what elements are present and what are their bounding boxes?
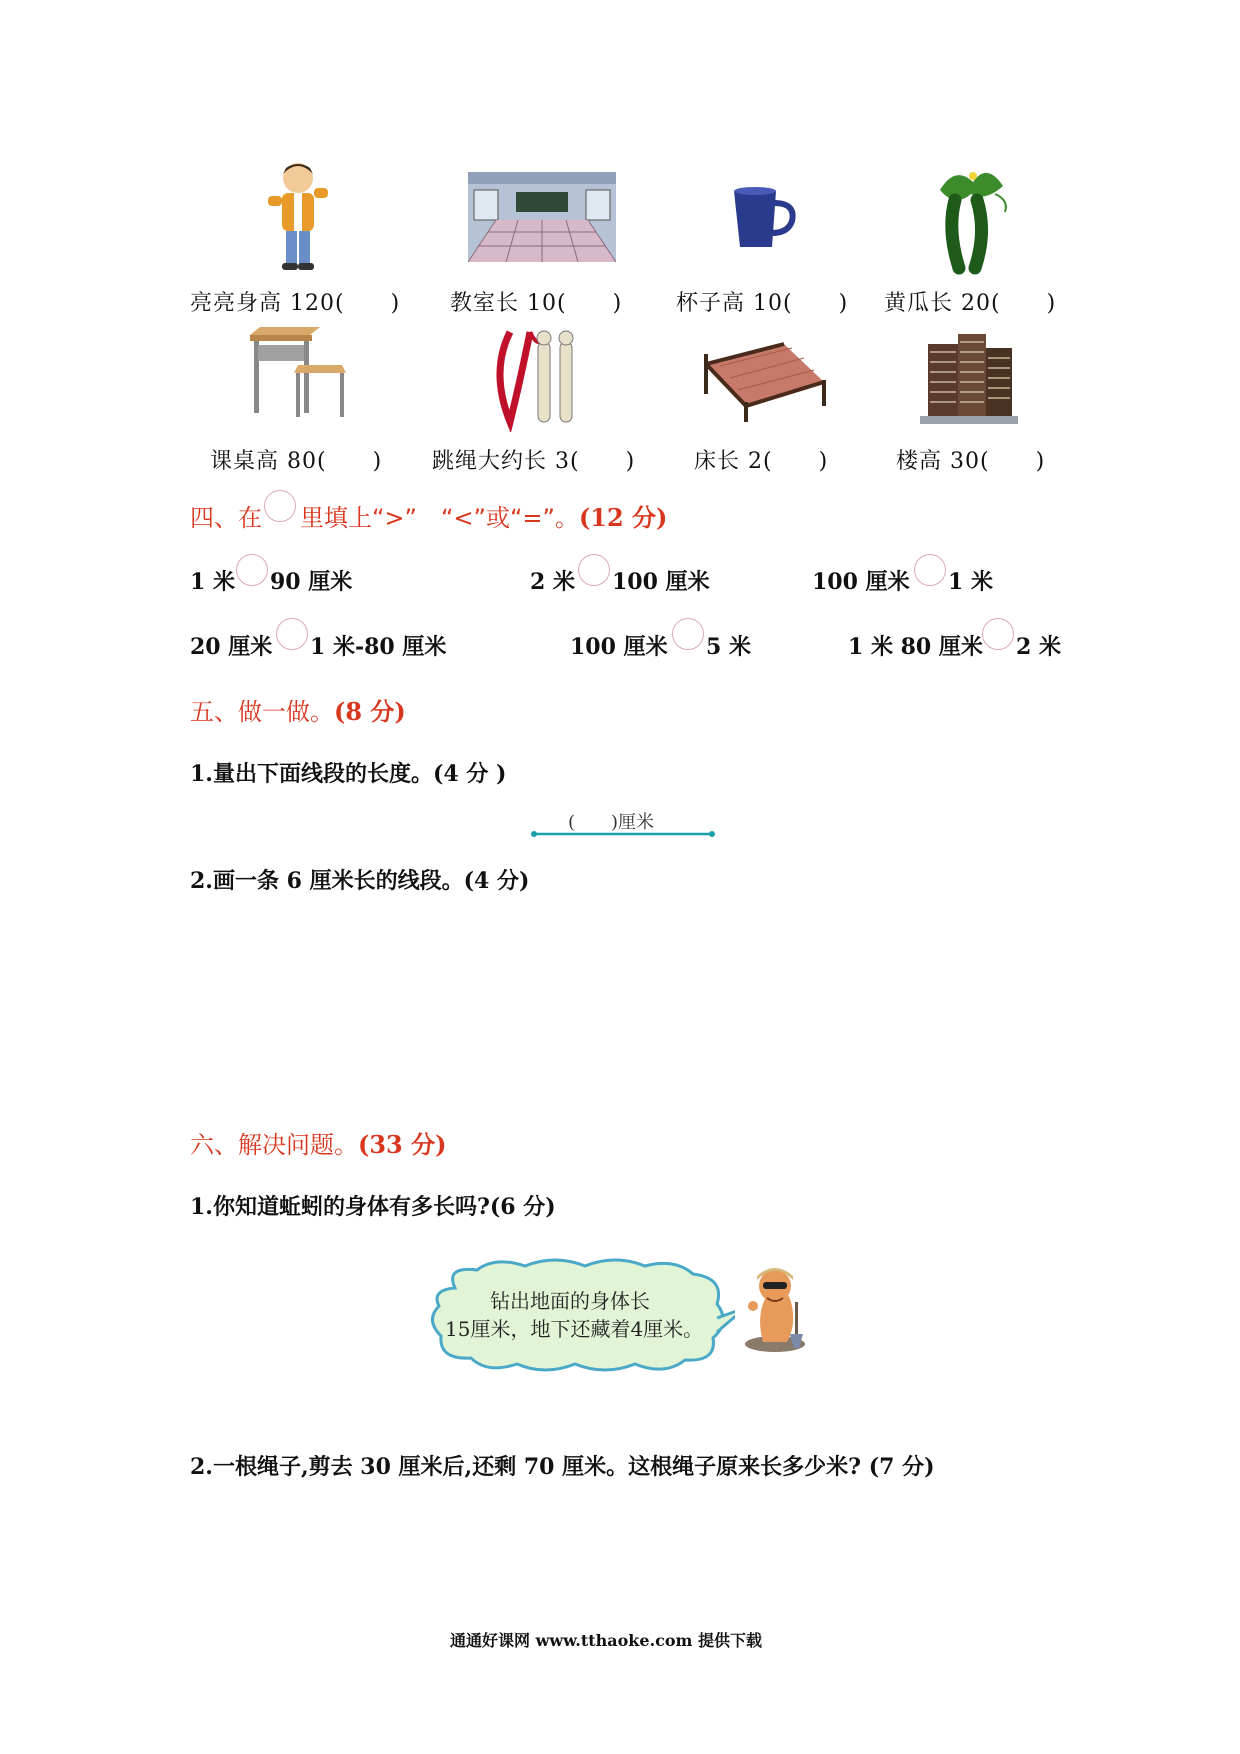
item-label-cup: 杯子高 10( ): [676, 291, 849, 316]
bubble-line-1: 钻出地面的身体长: [490, 1289, 650, 1313]
section5-heading-text: 五、做一做。: [190, 698, 334, 726]
section6-heading-text: 六、解决问题。: [190, 1131, 358, 1159]
item-label-building: 楼高 30( ): [896, 449, 1046, 474]
item-label-jump-rope: 跳绳大约长 3( ): [432, 449, 636, 474]
page-footer: 通通好课网 www.tthaoke.com 提供下载: [450, 1631, 763, 1650]
compare-item-3-left: 100 厘米: [812, 569, 910, 595]
section5-question-2: 2.画一条 6 厘米长的线段。(4 分): [190, 868, 530, 894]
compare-item-1-right: 90 厘米: [270, 569, 353, 595]
section4-heading-score: (12 分): [578, 503, 668, 532]
section6-question-1: 1.你知道蚯蚓的身体有多长吗?(6 分): [190, 1194, 556, 1220]
compare-circle-5[interactable]: [672, 618, 704, 650]
compare-item-1-left: 1 米: [190, 569, 235, 595]
item-label-bed: 床长 2( ): [694, 449, 829, 474]
item-label-classroom: 教室长 10( ): [450, 291, 623, 316]
item-label-cucumber: 黄瓜长 20( ): [884, 291, 1057, 316]
item-label-boy: 亮亮身高 120( ): [190, 291, 401, 316]
section4-heading-prefix: 四、在: [190, 504, 262, 532]
desk-image: [250, 325, 350, 425]
earthworm-image: [735, 1262, 815, 1354]
section5-heading-score: (8 分): [334, 697, 406, 726]
section6-question-2: 2.一根绳子,剪去 30 厘米后,还剩 70 厘米。这根绳子原来长多少米? (7 分): [190, 1454, 935, 1480]
cucumber-image: [925, 160, 1015, 275]
compare-item-4-right: 1 米-80 厘米: [310, 634, 447, 660]
bubble-line-2: 15厘米，地下还藏着4厘米。: [445, 1317, 704, 1341]
compare-item-5-right: 5 米: [706, 634, 751, 660]
compare-circle-1[interactable]: [236, 554, 268, 586]
cup-image: [730, 185, 802, 253]
compare-item-5-left: 100 厘米: [570, 634, 668, 660]
measure-line-segment: [528, 828, 718, 840]
compare-item-6-right: 2 米: [1016, 634, 1061, 660]
compare-circle-2[interactable]: [578, 554, 610, 586]
classroom-image: [468, 172, 616, 262]
compare-item-6-left: 1 米 80 厘米: [848, 634, 983, 660]
section4-heading: [190, 498, 667, 533]
jump-rope-image: [490, 322, 590, 432]
bed-image: [700, 332, 830, 424]
item-label-desk: 课桌高 80( ): [210, 449, 383, 474]
compare-item-2-left: 2 米: [530, 569, 575, 595]
section4-heading-suffix: 里填上“>” “<”或“=”。: [300, 504, 579, 532]
compare-circle-6[interactable]: [982, 618, 1014, 650]
boy-image: [258, 158, 338, 273]
compare-item-4-left: 20 厘米: [190, 634, 273, 660]
section6-heading-score: (33 分): [358, 1130, 447, 1159]
compare-circle-3[interactable]: [914, 554, 946, 586]
compare-circle-4[interactable]: [276, 618, 308, 650]
section5-question-1: 1.量出下面线段的长度。(4 分 ): [190, 761, 507, 787]
measure-blank-label: ( )厘米: [568, 812, 655, 833]
compare-item-2-right: 100 厘米: [612, 569, 710, 595]
compare-item-3-right: 1 米: [948, 569, 993, 595]
section6-heading: [190, 1125, 446, 1160]
heading-circle: [264, 490, 296, 522]
section5-heading: [190, 692, 406, 727]
building-image: [920, 328, 1018, 428]
